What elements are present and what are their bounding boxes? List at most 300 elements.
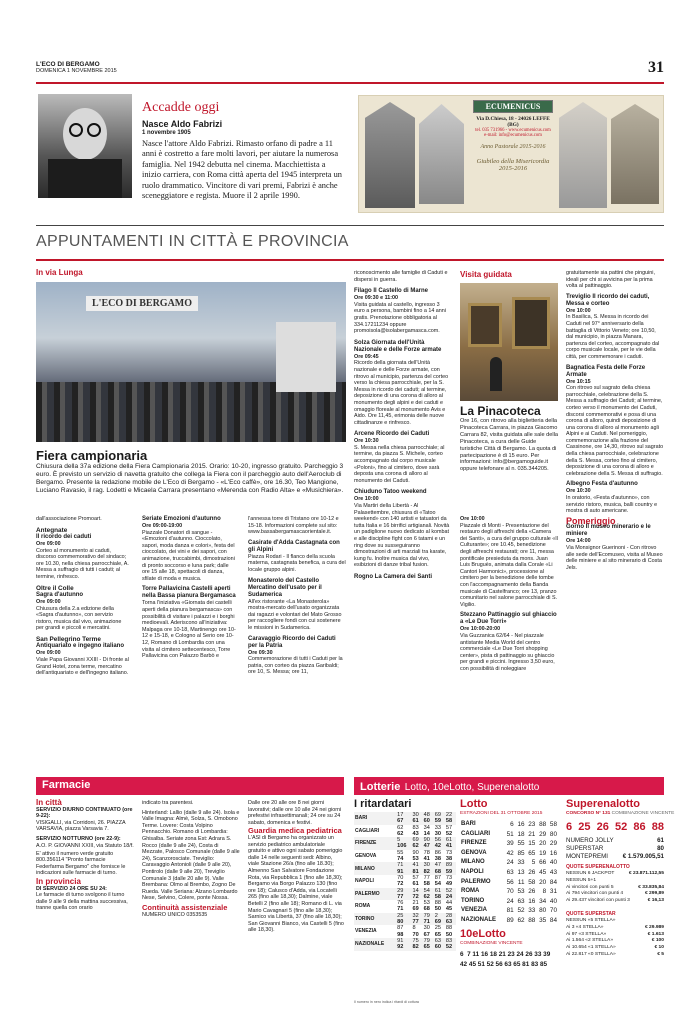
ritardo-number: 21 (412, 900, 419, 907)
event-text: Viale Papa Giovanni XXIII - Di fronte al Grand Hotel, zona terme, mercatino dell'antiquariato e dell'ingegno italiano. (36, 656, 129, 677)
event-text: l'annessa torre di Tristano ore 10-12 e 15-18. Informazioni complete sul sito: www.bassabergamascaorientale.it. (248, 516, 339, 536)
lotto-number: 11 (517, 878, 525, 886)
col2 (142, 516, 236, 661)
quota-value: € 5 (657, 951, 664, 957)
ritardo-number: 87 (434, 874, 441, 881)
ritardo-number: 25 (434, 925, 441, 932)
ritardo-number: 57 (412, 874, 419, 881)
farmacie-list: Hinterland: Lallio (dalle 9 alle 24). Isola e Valle Imagna: Almè, Solza, S. Omobono Terme. Lovere: Costa Volpino Pennacchio. Romano di Lombardia: Ghisalba. Seriate zona Est: Adrara S. Rocco (dalle 9 alle 24), Costa di Mezzate, Palosco Comunale (dalle 9 alle 24), Scanzorosciate. Treviglio: Caravaggio Antonioli (dalle 9 alle 20), Pontirolo (dalle 9 alle 20), Treviglio Comunale 3 (dalle 20 alle 9). Valle Brembana: Olmo al Brembo, Zogno De Rueda. Valle Seriana: Alzano Lombardo Nese, Selvino, Colere, ponte Nossa. (142, 809, 240, 902)
ecumenicus-ad (358, 95, 664, 213)
quota-label: NESSUN 6 JACKPOT (566, 871, 615, 876)
ritardo-number: 80 (397, 919, 404, 926)
lotto-number: 18 (517, 830, 525, 838)
event-subtitle: Seriate Emozioni d'autunno (142, 516, 221, 522)
lotto-table (460, 820, 558, 926)
ritardo-number: 91 (397, 937, 404, 944)
event-text: Piazzale di Monti - Presentazione del restauro degli affreschi della «Camera dei Santi», a cura del gruppo culturale «Il Culturante»; ore 10.45, benedizione degli affreschi restaurati; ore 11, messa pontificale presieduta da mons. Juan Luis Bruguès, animata dalla Corale «Li Cantori Harmonici», processione al cimitero per la benedizione delle tombe con l'accompagnamento della Banda musicale di Castelfranco; ore 13, pranzo comunitario nel salone parrocchiale di S. Vigilio. (460, 522, 558, 608)
quota-value: € 16,13 (647, 898, 664, 904)
lotto-number: 16 (549, 849, 557, 857)
quota-value: € 100 (651, 938, 664, 944)
ruota-name: NAPOLI (461, 868, 484, 875)
lotto-number: 40 (549, 859, 557, 867)
lotterie-title: Lotterie (360, 781, 401, 793)
col3 (248, 516, 346, 677)
event-subtitle: Sagra d'autunno (36, 591, 84, 598)
ritardo-number: 69 (412, 906, 419, 913)
ritardo-number: 60 (423, 818, 430, 825)
ritardo-number: 30 (434, 830, 441, 837)
event-text: All'ex ristorante «La Monasterola» mostra-mercato dell'usato organizzata dai ragazzi e volontari del Mato Grosso per raccogliere fondi con cui sostenere le missioni in Sudamerica. (248, 598, 342, 631)
event-time: Ore 14:00 (566, 538, 591, 545)
section-banner: APPUNTAMENTI IN CITTÀ E PROVINCIA (36, 233, 349, 250)
ritardatari-title: I ritardatari (354, 798, 412, 810)
lotto-number: 34 (539, 897, 547, 905)
accadde-date: 1 novembre 1905 (142, 130, 191, 136)
lotto-number: 63 (517, 897, 525, 905)
ritardo-number: 63 (445, 919, 453, 926)
lotto-number: 40 (549, 897, 557, 905)
event-time: Ore 09:00-19:00 (142, 523, 183, 529)
event-subtitle: Bagnatica Festa delle Forze Armate (566, 364, 646, 378)
ritardo-number: 89 (445, 862, 453, 869)
lotto-number: 29 (549, 840, 557, 848)
farmacie-text: indicato tra parentesi. (142, 800, 194, 806)
event-time: Ore 10:15 (566, 378, 591, 385)
ruota-name: TORINO (355, 915, 375, 922)
farmacie-col3 (248, 800, 344, 935)
fabrizi-photo (38, 94, 132, 198)
ritardo-number: 2 (434, 912, 438, 919)
lotto-row (460, 906, 558, 916)
event-text: Commemorazione di tutti i Caduti per la patria, con corteo da piazza Garibaldi; ore 10, S. Messa; ore 11, (248, 656, 343, 676)
se-number: 25 (578, 821, 591, 833)
quota-value: € 10 (654, 945, 664, 951)
event-text: Chiusura della 2.a edizione della «Sagra d'autunno», con servizio ristoro, musica dal vivo, animazione per grandi e piccoli e mercatini. (36, 605, 122, 632)
ritardo-number: 53 (412, 856, 419, 863)
lotto-number: 65 (528, 849, 536, 857)
fiera-photo (36, 282, 346, 442)
ruota-name: VENEZIA (355, 928, 377, 935)
quota-row (566, 925, 664, 932)
ritardo-number: 88 (434, 900, 441, 907)
ruota-name: GENOVA (461, 849, 487, 856)
col5b (460, 516, 558, 674)
ritardo-number: 44 (445, 900, 453, 907)
event-text: Ricordo della giornata dell'Unità nazionale e delle Forze armate, con ritrovo al municipio, partenza del corteo verso la chiesa parrocchiale, per la S. Messa in ricordo dei caduti; al termine, deposizione di una corona di alloro al monumento degli alpini e dei caduti e omaggio floreale al monumento Avis e Aido. Ore 11,45, erimonia delle nuove cittadinanze e rinfresco. (354, 360, 449, 426)
event-subtitle: Albegno Festa d'autunno (566, 481, 638, 488)
quota-label: Ai 29.437 vincitori con punti 3 (566, 898, 630, 904)
quota-label: Ai 794 vincitori con punti 4 (566, 891, 624, 897)
farmacie-bar (36, 777, 344, 795)
issue-date: DOMENICA 1 NOVEMBRE 2015 (36, 68, 117, 74)
painting-right (512, 297, 550, 349)
ritardo-number: 68 (434, 868, 441, 875)
lotto-number: 42 (506, 849, 514, 857)
banner-rule-bottom (36, 259, 664, 261)
lotto-number: 20 (539, 840, 547, 848)
lotto-number: 62 (517, 916, 525, 924)
ruota-name: GENOVA (355, 852, 377, 859)
quota-row (566, 945, 664, 952)
ritardo-number: 47 (423, 843, 430, 850)
ritardatari-table (354, 812, 456, 951)
event-time: Ore 09:45 (354, 353, 379, 360)
ad-jubilee: Giubileo della Misericordia (476, 158, 550, 165)
event-text: In oratorio, «Festa d'autunno», con servizio ristoro, musica, balli country e mostra di auto americane. (566, 495, 658, 515)
ritardo-number: 30 (423, 862, 430, 869)
lotto-number: 66 (539, 859, 547, 867)
ritardo-number: 91 (397, 868, 404, 875)
event-time: Ore 09:30 e 11:00 (354, 295, 399, 302)
lotto-number: 5 (531, 859, 536, 867)
event-time: Ore 10:00 (354, 496, 379, 503)
lotto-number: 55 (517, 840, 525, 848)
ritardo-number: 90 (423, 837, 430, 844)
fiera-text: Chiusura della 37a edizione della Fiera Campionaria 2015. Orario: 10-20, ingresso gratuito. Parcheggio 3 euro. È previsto un servizio di navetta gratuito che collega la Fiera con il parcheggio auto dell'Aeroclub di Bergamo. Presente la redazione mobile de L'Eco di Bergamo - «L'Eco caffè», ore 16.30, Teo Mangione, Luciano Ravasio, il rag. Lodetti e Micaela Carrara presentano «Merenda con Radio Alta» e «Musichiera». (36, 463, 344, 494)
ritardo-number: 83 (445, 937, 453, 944)
ritardo-number: 61 (412, 881, 419, 888)
ritardo-number: 72 (397, 881, 404, 888)
lotto-number: 89 (506, 916, 514, 924)
lotto-number: 85 (517, 849, 525, 857)
ruota-name: NAPOLI (355, 878, 374, 885)
jolly-value: 61 (657, 837, 664, 844)
ritardo-number: 28 (445, 912, 453, 919)
lotto-number: 16 (517, 821, 525, 828)
ruota-name: CAGLIARI (355, 827, 380, 834)
event-subtitle: Il ricordo dei caduti (36, 534, 92, 540)
event-text: Via Martiri della Libertà - Al Palasettembre, chiusura di «Tatoo weekend» con 140 artisti e tatuatori da tutta Italia e 16 birrifici artigianali. Novità un padiglione nuovo dedicato al kombat e alle discipline fight con 6 tatami e un ring dove su susseguiranno dimostrazioni di arti marziali tra karate, kung fu. Inoltre musica dal vivo, esibizioni di danze tribal fusion. (354, 503, 450, 569)
ritardo-number: 65 (423, 944, 430, 951)
quote-title: QUOTE SUPERENALOTTO (566, 864, 630, 870)
quota-label: Ai 22.817 «0 STELLA» (566, 951, 616, 957)
ritardo-number: 79 (423, 912, 430, 919)
lotto-number: 6 (510, 821, 514, 828)
ritardo-number: 67 (397, 818, 404, 825)
ritardo-number: 56 (434, 837, 441, 844)
lotto-number: 84 (549, 878, 557, 886)
ritardo-number: 29 (397, 887, 404, 894)
ritardo-number: 62 (412, 843, 419, 850)
page-header (36, 61, 664, 74)
lotto-number: 81 (506, 907, 514, 915)
fiera-kicker: In via Lunga (36, 268, 83, 277)
ritardo-number: 79 (423, 937, 430, 944)
fiera-title: Fiera campionaria (36, 448, 148, 463)
event-text: Torna l'iniziativa «Giornata dei castelli aperti della pianura bergamasca» con possibilità di visitare i palazzi e i borghi medioevali. Aderiscono all'iniziativa: Malpaga ore 10-18, Martinengo ore 10-12 e 15-18, e Cologno al Serio ore 10-12, Romano di Lombardia con una visita al cimitero settecentesco, Torre Pallavicina con Palazzo Barbò e (142, 600, 236, 660)
ritardo-number: 48 (423, 812, 430, 818)
quota-label: NESSUN «5 STELLA» (566, 918, 616, 923)
ritardo-number: 14 (423, 830, 430, 837)
ritardo-number: 71 (423, 919, 430, 926)
lotto-number: 56 (506, 878, 514, 886)
ritardo-number: 60 (434, 944, 441, 951)
ritardo-number: 47 (434, 862, 441, 869)
accadde-text: Nasce l'attore Aldo Fabrizi. Rimasto orfano di padre a 11 anni è costretto a fare molti lavori, per aiutare la numerosa famiglia. Nel 1942 debutta nel cinema. Macchiettista a inizio carriera, con Roma città aperta del 1945 interpreta un ruolo drammatico. Vincitore di vari premi, Fabrizi è anche sceneggiatore e regista. Muore il 2 aprile 1990. (142, 139, 342, 201)
lotto-row (460, 868, 558, 878)
ad-copy (473, 100, 553, 172)
lotto-number: 45 (539, 868, 547, 876)
ritardo-number: 54 (434, 881, 441, 888)
lotto-row (460, 858, 558, 868)
ritardo-number: 69 (412, 837, 419, 844)
event-time: Ore 10:30 (354, 438, 379, 445)
ritardo-number: 50 (445, 931, 453, 938)
ritardo-number: 77 (423, 874, 430, 881)
farmacie-day: SERVIZIO DIURNO CONTINUATO (ore 9-22): (36, 806, 133, 820)
ritardo-number: 77 (397, 893, 404, 900)
ruota-name: TORINO (461, 897, 485, 904)
quota-label: Ai 97 «3 STELLA» (566, 931, 607, 937)
ritardo-number: 45 (445, 906, 453, 913)
farmacie-title: Farmacie (42, 779, 91, 791)
ritardo-number: 5 (397, 837, 401, 844)
ritardo-number: 53 (423, 900, 430, 907)
guardia-title: Guardia medica pediatrica (248, 826, 342, 836)
se-number: 26 (596, 821, 609, 833)
lotto-number: 35 (539, 916, 547, 924)
dieci-numbers-2: 42 45 51 52 56 63 65 81 83 85 (460, 961, 548, 968)
ritardo-number: 33 (434, 824, 441, 831)
lotto-number: 33 (528, 907, 536, 915)
ritardo-number: 87 (397, 925, 404, 932)
ritardo-number: 73 (445, 874, 453, 881)
ruota-name: BARI (461, 821, 476, 827)
se-number: 86 (633, 821, 646, 833)
vestment-far-right (611, 104, 659, 204)
ruota-name: MILANO (461, 859, 485, 866)
event-subtitle: Chiuduno Tatoo weekend (354, 489, 427, 496)
ritardo-number: 67 (423, 931, 430, 938)
ritardo-number: 88 (445, 925, 453, 932)
ritardo-number: 14 (412, 887, 419, 894)
ad-email: e-mail: info@ecumenicus.com (484, 133, 542, 138)
ritardo-number: 65 (434, 931, 441, 938)
fiera-article (36, 448, 346, 495)
ruota-name: NAZIONALE (461, 916, 496, 923)
lotto-row (460, 820, 558, 830)
ritardo-number: 61 (412, 818, 419, 825)
lotto-number: 70 (549, 907, 557, 915)
ritardo-number: 69 (434, 919, 441, 926)
event-text: riconoscimento alle famiglie di Caduti e dispersi in guerra. (354, 270, 448, 283)
lotto-number: 70 (506, 888, 514, 896)
lotto-number: 20 (539, 878, 547, 886)
continuita-title: Continuità assistenziale (142, 902, 228, 912)
event-text: Piazzale Donatori di sangue - «Emozioni d'autunno. Cioccolato, sapori, moda danza e colori», festa del cioccolato, dei vini e dei sapori, con animazione, truccabimbi, dimostrazioni di pronto soccorso e luna park; dalle ore 15 alle 18, spettacoli di danza, sfilate di moda e musica. (142, 529, 235, 582)
lotto-row (460, 830, 558, 840)
lotto-number: 53 (517, 888, 525, 896)
ad-jubilee-year: 2015-2016 (498, 165, 528, 172)
lotto-number: 39 (506, 840, 514, 848)
ritardo-number: 90 (412, 849, 419, 856)
ritardo-number: 30 (423, 925, 430, 932)
lotto-number: 19 (539, 849, 547, 857)
lotto-row (460, 878, 558, 888)
lotto-number: 88 (528, 916, 536, 924)
ecumenicus-logo: ECUMENICUS (473, 100, 553, 113)
vestment-right (559, 102, 607, 208)
ritardo-number: 17 (397, 812, 404, 818)
ritardo-number: 62 (397, 830, 404, 837)
ritardo-number: 57 (445, 824, 453, 831)
event-subtitle: Stezzano Pattinaggio sul ghiaccio a «Le Due Torri» (460, 612, 557, 626)
quota-row (566, 878, 664, 885)
farmacie-24h: DI SERVIZIO 24 ORE SU 24: (36, 885, 107, 892)
ritardo-number: 92 (397, 944, 404, 951)
lotto-number: 58 (528, 878, 536, 886)
ad-address: Via D.Chiesa, 18 - 24026 LEFFE (BG) (476, 116, 550, 128)
event-text: Visita guidata al castello, ingresso 3 euro a persona, bambini fino a 14 anni gratis. Prenotazione obbligatoria al 334.17211234 oppure promoisola@isolabergamasca.com. (354, 301, 447, 335)
quote-superstar-rows (566, 918, 664, 959)
carrara-article (460, 404, 558, 473)
lotto-number: 21 (528, 830, 536, 838)
carrara-text: Ore 16, con ritrovo alla biglietteria della Pinacoteca Carrara, in piazza Giacomo Carrara 82, visita guidata alle sale della Pinacoteca, a cura delle Guide turistiche Città di Bergamo. La quota di partecipazione è di 15 euro. Per informazioni: info@bergamoguide.it oppure telefonare al n. 035.344205. (460, 418, 558, 473)
ritardo-number: 52 (445, 887, 453, 894)
guardia-text: L'ASl di Bergamo ha organizzato un servizio pediatrico ambulatoriale gratuito e attivo ogni sabato pomeriggio dalle 14 nelle seguenti sedi: Albino, viale Stazione 26/a (fino alle 18.30); Almenno San Salvatore Fondazione Rota, via Repubblica 1 (fino alle 18,30); Bergamo via Borgo Palazzo 130 (fino ore 18); Calusco d'Adda, via Locatelli 265 (fino alle 18,30); Dalmine, viale Betelli 2 (fino alle 18); Romano di L. via Mario Cavagnari 5 (fino alle 18,30); Sarnico via Libertà, 37 (fino alle 18,30); San Giovanni Bianco, via Castelli 5 (fino alle 18,30). (248, 834, 344, 934)
dieci-title: 10eLotto (460, 928, 506, 940)
vestment-stole (419, 104, 464, 204)
ritardo-number: 74 (397, 856, 404, 863)
ritardo-number: 75 (412, 937, 419, 944)
ritardo-number: 38 (434, 856, 441, 863)
lotto-date: ESTRAZIONI DEL 31 OTTOBRE 2015 (460, 811, 543, 816)
ritardo-number: 41 (423, 856, 430, 863)
lotto-number: 52 (517, 907, 525, 915)
lotto-number: 23 (528, 821, 536, 828)
farmacie-text: VISIGALLI, via Corridoni, 26. PIAZZA VARSAVIA, piazza Varsavia 7. (36, 819, 126, 833)
superenalotto-numbers (566, 821, 664, 833)
lotto-row (460, 839, 558, 849)
lotto-number: 8 (542, 888, 547, 896)
ritardo-number: 70 (412, 931, 419, 938)
farmacie-text: A.O. P. GIOVANNI XXIII, via Statuto 18/f. (36, 842, 134, 849)
lotterie-bar (354, 777, 664, 795)
lotto-number: 80 (549, 830, 557, 838)
ritardo-number: 25 (397, 912, 404, 919)
lotto-number: 26 (528, 888, 536, 896)
se-number: 52 (615, 821, 628, 833)
col1 (36, 516, 130, 678)
banner-rule-top (36, 225, 664, 226)
quota-label: Ai vincitori con punti 5 (566, 884, 614, 890)
ad-year: Anno Pastorale 2015-2016 (480, 144, 546, 150)
carrara-title: La Pinacoteca (460, 404, 541, 418)
quota-row (566, 918, 664, 925)
ritardo-number: 62 (423, 893, 430, 900)
ritardo-number: 68 (423, 906, 430, 913)
ritardo-number: 34 (423, 824, 430, 831)
quote-rows (566, 871, 664, 905)
pomeriggio-kicker: Pomeriggio (566, 515, 616, 526)
event-text: gratuitamente sia pattini che pinguini, ideali per chi si avvicina per la prima volta al pattinaggio. (566, 270, 656, 290)
quota-row (566, 952, 664, 959)
event-time: Ore 10:00-20:00 (460, 626, 501, 633)
lotto-row (460, 887, 558, 897)
event-subtitle: Monasterolo del Castello Mercatino dell'usato per il Sudamerica (248, 577, 322, 598)
lotto-number: 43 (549, 868, 557, 876)
ruota-name: PALERMO (355, 890, 380, 897)
ritardo-number: 71 (397, 906, 404, 913)
lotto-number: 88 (539, 821, 547, 828)
lotto-row (460, 897, 558, 907)
ritardo-number: 76 (397, 900, 404, 907)
event-time: Ore 10:00 (460, 516, 485, 522)
ritardo-number: 98 (397, 931, 404, 938)
ritardo-number: 61 (434, 887, 441, 894)
event-time: Ore 09:00 (36, 541, 61, 547)
lotto-title: Lotto (460, 798, 488, 810)
ruota-name: VENEZIA (461, 907, 488, 914)
lotto-number: 51 (506, 830, 514, 838)
quota-label: NESSUN 5+1 (566, 877, 597, 883)
ritardo-number: 49 (445, 881, 453, 888)
ruota-name: ROMA (355, 903, 371, 910)
farmacie-prov: In provincia (36, 877, 81, 887)
ritardo-number: 42 (434, 843, 441, 850)
lotto-number: 13 (517, 868, 525, 876)
event-title: San Pellegrino Terme (36, 635, 101, 643)
ritardo-number: 83 (412, 824, 419, 831)
lotto-number: 26 (528, 868, 536, 876)
farmacie-citta: In città (36, 798, 62, 807)
event-subtitle: Torre Pallavicina Castelli aperti nella Bassa pianura Bergamasca (142, 586, 236, 600)
ruota-name: MILANO (355, 865, 375, 872)
ritardo-number: 63 (434, 937, 441, 944)
event-subtitle: Arcene Ricordo dei Caduti (354, 431, 430, 438)
farmacie-col2 (142, 800, 240, 918)
lotto-number: 15 (528, 840, 536, 848)
ritardo-number: 38 (445, 856, 453, 863)
event-title: Oltre il Colle (36, 584, 74, 592)
ritardatari-note: Il numero in nero indica i ritardi di cottura (354, 1000, 419, 1004)
quote-superstar-title: QUOTE SUPERSTAR (566, 911, 616, 917)
event-subtitle: Filago Il Castello di Marne (354, 288, 429, 295)
event-subtitle: Antiquariato e ingegno italiano (36, 643, 125, 650)
ritardo-number: 70 (397, 874, 404, 881)
page-number: 31 (648, 59, 664, 76)
lotto-number: 29 (539, 830, 547, 838)
event-subtitle: Gorno Il museo minerario e le miniere (566, 524, 651, 538)
event-text: Piazza Rodari - Il flanco della scuola materna, castagnata benefica, a cura del locale gruppo alpini. (248, 553, 346, 573)
montepremi-value: € 1.579.005,51 (622, 853, 664, 860)
quota-row (566, 898, 664, 905)
accadde-section: Accadde oggi (142, 100, 220, 115)
farmacie-night: SERVIZIO NOTTURNO (ore 22-9): (36, 835, 121, 842)
ritardo-number: 71 (397, 862, 404, 869)
quota-label: Ai 3 «4 STELLA» (566, 924, 604, 930)
event-subtitle: Rogno La Camera dei Santi (354, 573, 433, 580)
ruota-name: BARI (355, 815, 368, 822)
event-time: Ore 09:00 (36, 650, 61, 657)
quota-value: € 299,89 (644, 891, 664, 897)
ritardo-number: 81 (412, 868, 419, 875)
ritardo-number: 58 (434, 893, 441, 900)
lotto-number: 84 (549, 916, 557, 924)
farmacie-text: E' attivo il numero verde gratuito 800.356114 "Pronto farmacie Federfarma Bergamo" che fornisce le indicazioni sulle farmacie di turno. (36, 850, 126, 877)
event-subtitle: Caravaggio Ricordo dei Caduti per la Patria (248, 635, 336, 649)
dieci-numbers-1: 6 7 11 16 18 21 23 24 26 33 39 (460, 951, 551, 958)
header-rule (36, 82, 664, 84)
farmacie-col1 (36, 800, 134, 914)
lotto-number: 63 (506, 868, 514, 876)
ruota-name: CAGLIARI (461, 830, 490, 837)
ruota-name: PALERMO (461, 878, 491, 885)
se-comb-label: COMBINAZIONE VINCENTE (611, 811, 675, 816)
se-number: 88 (651, 821, 664, 833)
superenalotto-title: Superenalotto (566, 798, 640, 810)
ruota-name: FIRENZE (355, 840, 377, 847)
